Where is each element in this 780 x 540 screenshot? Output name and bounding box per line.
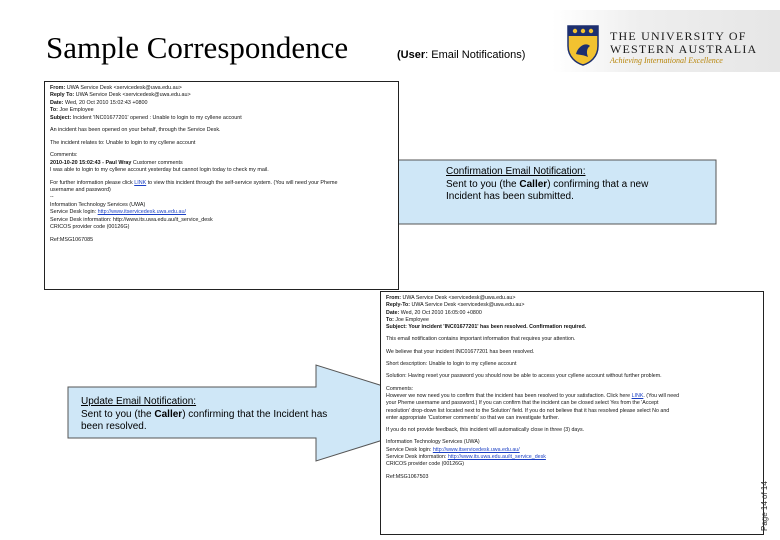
sd-info-url: http://www.its.uwa.edu.au/it_service_desk (112, 216, 213, 223)
email-from-line (50, 85, 393, 92)
comment-text: I was able to login to my cyllene account yesterday but cannot login today to check my mail. (50, 167, 269, 174)
confirmation-callout (446, 166, 686, 204)
subtitle-rest: : Email Notifications) (425, 49, 526, 61)
email-to-line (386, 317, 758, 324)
email-to-line (50, 107, 393, 114)
replyto-label: Reply-To: (386, 302, 411, 309)
email-body-line: This email notification contains important information that requires your attention. (386, 336, 576, 343)
sd-login-label: Service Desk login: (50, 209, 97, 216)
sd-info-label: Service Desk information: (386, 454, 447, 461)
subject-value: Your incident 'INC01677201' has been resolved. Confirmation required. (408, 324, 587, 331)
service-desk-info-line (50, 217, 393, 224)
to-value: Joe Employee (395, 316, 429, 323)
from-value: UWA Service Desk <servicedesk@uwa.edu.au> (402, 295, 516, 301)
comments-text-2: . (You will need (643, 392, 680, 399)
university-name-line2: WESTERN AUSTRALIA (610, 42, 758, 56)
date-value: Wed, 20 Oct 2010 15:02:43 +0800 (64, 99, 148, 106)
sd-login-label: Service Desk login: (386, 446, 432, 453)
subject-value: Incident 'INC01677201' opened : Unable to login to my cyllene account (72, 114, 242, 121)
autoclose-line: If you do not provide feedback, this incident will automatically close in three (3) days. (386, 427, 585, 434)
further-info-text-2: to view this incident through the self-service system. (You will need your Pheme (147, 179, 338, 186)
email-replyto-line (386, 302, 758, 309)
email-replyto-line (50, 92, 393, 99)
short-description-line: Short description: Unable to login to my cyllene account (386, 361, 517, 368)
email-body-line: An incident has been opened on your behalf, through the Service Desk. (50, 127, 221, 134)
service-desk-login-line (50, 209, 393, 216)
email-body-line: The incident relates to: Unable to login to my cyllene account (50, 139, 196, 146)
callout-text-caller: Caller (154, 408, 183, 420)
comments-label: Comments: (386, 385, 414, 392)
university-name-line1: THE UNIVERSITY OF (610, 29, 747, 43)
reference-line: Ref:MSG1067503 (386, 473, 429, 480)
comments-line-2: your Pheme username and password.) If you can confirm that the incident can be closed select Yes from the 'Accept (386, 400, 659, 407)
update-callout (81, 396, 351, 434)
comments-label: Comments: (50, 152, 78, 159)
update-callout-body (81, 409, 351, 434)
callout-text-caller: Caller (519, 178, 548, 190)
comments-line-1 (386, 393, 758, 400)
to-label: To: (386, 316, 394, 323)
comments-text: However we now need you to confirm that the incident has been resolved to your satisfaction. Click here (386, 392, 631, 399)
confirmation-callout-title: Confirmation Email Notification: (446, 166, 586, 177)
cricos-line: CRICOS provider code (00126G) (386, 461, 465, 468)
from-value: UWA Service Desk <servicedesk@uwa.edu.au> (66, 85, 182, 91)
callout-text-pre: Sent to you (the (81, 408, 155, 420)
email-date-line (50, 100, 393, 107)
subject-label: Subject: (50, 114, 72, 121)
email-subject-line (50, 115, 393, 122)
subtitle-user: (User (397, 49, 426, 61)
callout-text-post: ) confirming that a new Incident has been submitted. (446, 178, 649, 202)
signature-org: Information Technology Services (UWA) (386, 439, 480, 446)
sd-info-label: Service Desk information: (50, 216, 112, 223)
email-body-line: We believe that your incident INC01677201 has been resolved. (386, 348, 535, 355)
to-label: To: (50, 107, 58, 114)
solution-line: Solution: Having reset your password you should now be able to access your cyllene account without further problem. (386, 373, 662, 380)
sd-login-link[interactable]: http://www.itservicedesk.uwa.edu.au/ (432, 446, 520, 453)
replyto-value: UWA Service Desk <servicedesk@uwa.edu.au> (75, 92, 191, 99)
signature-org: Information Technology Services (UWA) (50, 201, 146, 208)
page-title: Sample Correspondence (46, 30, 349, 65)
from-label: From: (50, 85, 66, 91)
further-info-line (50, 180, 393, 187)
further-info-line-2: username and password) (50, 186, 111, 193)
replyto-label: Reply To: (50, 92, 75, 99)
comments-line-3: resolution' drop-down list located next to the Solution' field. If you do not believe that it has resolved please select No and (386, 407, 670, 414)
update-callout-title: Update Email Notification: (81, 396, 197, 407)
confirm-link[interactable]: LINK (631, 392, 644, 399)
further-info-text: For further information please click (50, 179, 133, 186)
comment-type: Customer comments (132, 159, 183, 166)
confirmation-email-screenshot (44, 81, 399, 290)
comments-line-4: enter appropriate 'Customer comments' so that we can investigate further. (386, 414, 560, 421)
reference-line: Ref:MSG1067085 (50, 236, 94, 243)
subject-label: Subject: (386, 324, 407, 331)
confirmation-callout-body (446, 179, 686, 204)
from-label: From: (386, 295, 402, 301)
signature-dash: -- (50, 194, 54, 201)
date-value: Wed, 20 Oct 2010 16:05:00 +0800 (400, 309, 482, 316)
sd-login-link[interactable]: http://www.itservicedesk.uwa.edu.au/ (97, 209, 187, 216)
resolved-email-screenshot (380, 291, 764, 535)
incident-link[interactable]: LINK (134, 179, 147, 186)
callout-text-pre: Sent to you (the (446, 178, 520, 190)
cricos-line: CRICOS provider code (00126G) (50, 224, 130, 231)
email-date-line (386, 310, 758, 317)
service-desk-login-line (386, 447, 758, 454)
service-desk-info-line (386, 454, 758, 461)
email-subject-line (386, 324, 758, 331)
date-label: Date: (386, 309, 400, 316)
replyto-value: UWA Service Desk <servicedesk@uwa.edu.au> (411, 302, 525, 309)
sd-info-link[interactable]: http://www.its.uwa.edu.au/it_service_desk (447, 454, 546, 461)
university-tagline: Achieving International Excellence (610, 56, 723, 65)
page-number: Page 14 of 14 (760, 481, 769, 531)
to-value: Joe Employee (59, 107, 94, 114)
date-label: Date: (50, 99, 64, 106)
callout-text-post: ) confirming that the Incident has been resolved. (81, 408, 328, 432)
comment-time: 2010-10-20 15:02:43 - Paul Wray (50, 159, 132, 166)
email-from-line (386, 295, 758, 302)
comment-header (50, 160, 393, 167)
